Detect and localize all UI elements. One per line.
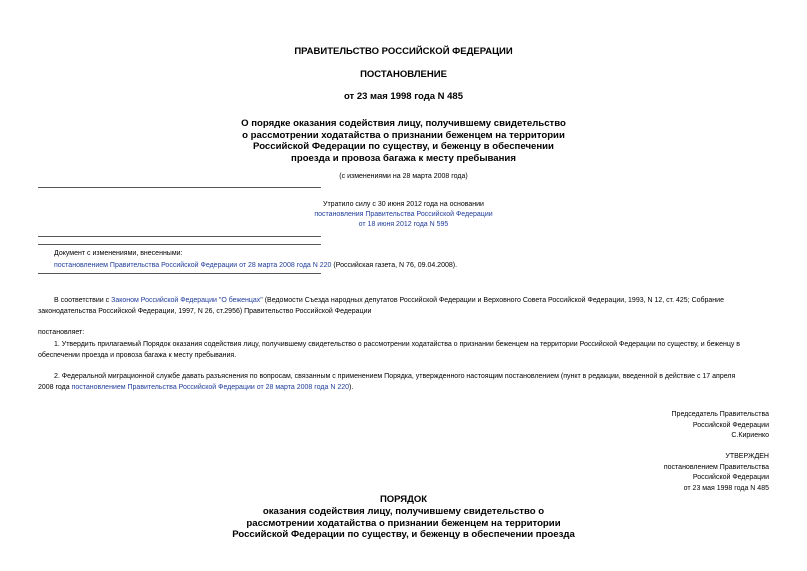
preamble-text: (Ведомости Съезда народных депутатов Российской Федерации и Верховного Совета Российской Федерации, 1993, N 12, ст. 425; Собрание [262,297,724,304]
repeal-status [0,200,807,230]
repeal-resolution-link[interactable]: постановления Правительства Российской Федерации [314,211,493,218]
approval-block [469,452,769,494]
procedure-title [0,506,807,541]
item-2 [38,372,773,393]
procedure-heading: ПОРЯДОК [379,494,428,505]
item-2-amending-resolution-link[interactable]: постановлением Правительства Российской Федерации от 28 марта 2008 года N 220 [71,383,350,391]
approval-country: Российской Федерации [692,474,769,481]
item-1 [38,340,773,361]
procedure-title-line: рассмотрении ходатайства о признании беженцем на территории [246,517,561,529]
item-2-text: 2. Федеральной миграционной службе давать разъяснения по вопросам, связанным с применением Порядка, утвержденного настоящим постановлением (пункт в редакции, введенной в действие с 17 апреля [54,373,736,380]
amending-resolution-link[interactable]: постановлением Правительства Российской Федерации от 28 марта 2008 года N 220 [54,262,332,269]
title-line: Российской Федерации по существу, и беженцу в обеспечении [253,141,554,153]
item-2-text-prefix: 2008 года [38,383,72,391]
item-1-text: 1. Утвердить прилагаемый Порядок оказания содействия лицу, получившему свидетельство о рассмотрении ходатайства о признании беженцем на территории Российской Федерации по существу, и беженцу в [54,341,741,348]
item-2-text-suffix: ). [349,383,354,391]
divider [38,244,321,245]
divider [38,273,321,274]
preamble-text-continued: законодательства Российской Федерации, 1997, N 26, ст.2956) Правительство Российской Федерации [38,307,372,315]
document-changes-label: Документ с изменениями, внесенными: [54,250,183,257]
item-1-text-continued: обеспечении проезда и провоза багажа к месту пребывания. [38,351,237,359]
signature-position: Председатель Правительства [671,411,769,418]
preamble [38,296,773,317]
resolves-label: постановляет: [38,329,85,336]
preamble-prefix: В соответствии с [54,297,112,304]
amending-resolution-source: (Российская газета, N 76, 09.04.2008). [331,262,458,269]
refugee-law-link[interactable]: Законом Российской Федерации "О беженцах" [111,297,263,304]
government-heading: ПРАВИТЕЛЬСТВО РОССИЙСКОЙ ФЕДЕРАЦИИ [294,46,513,57]
title-line: о рассмотрении ходатайства о признании беженцем на территории [242,129,565,141]
divider [38,236,321,237]
document-changes [54,249,794,271]
repeal-resolution-date-link[interactable]: от 18 июня 2012 года N 595 [358,221,449,228]
title-line: О порядке оказания содействия лицу, получившему свидетельство [241,118,566,129]
signature-country: Российской Федерации [692,421,769,429]
approval-authority: постановлением Правительства [663,463,769,471]
document-title [0,118,807,164]
procedure-title-line: Российской Федерации по существу, и беженцу в обеспечении проезда [232,529,575,541]
amendments-note: (с изменениями на 28 марта 2008 года) [339,173,468,180]
signature-block [469,410,769,442]
signature-name: С.Кириенко [731,432,769,439]
document-date-number: от 23 мая 1998 года N 485 [343,91,464,102]
repeal-status-text: Утратило силу с 30 июня 2012 года на основании [323,201,484,208]
approval-status: УТВЕРЖДЕН [725,453,769,460]
divider [38,187,321,188]
approval-date-number: от 23 мая 1998 года N 485 [683,484,769,492]
procedure-title-line: оказания содействия лицу, получившему свидетельство о [262,506,545,517]
document-type: ПОСТАНОВЛЕНИЕ [360,69,447,80]
title-line: проезда и провоза багажа к месту пребывания [291,152,516,164]
